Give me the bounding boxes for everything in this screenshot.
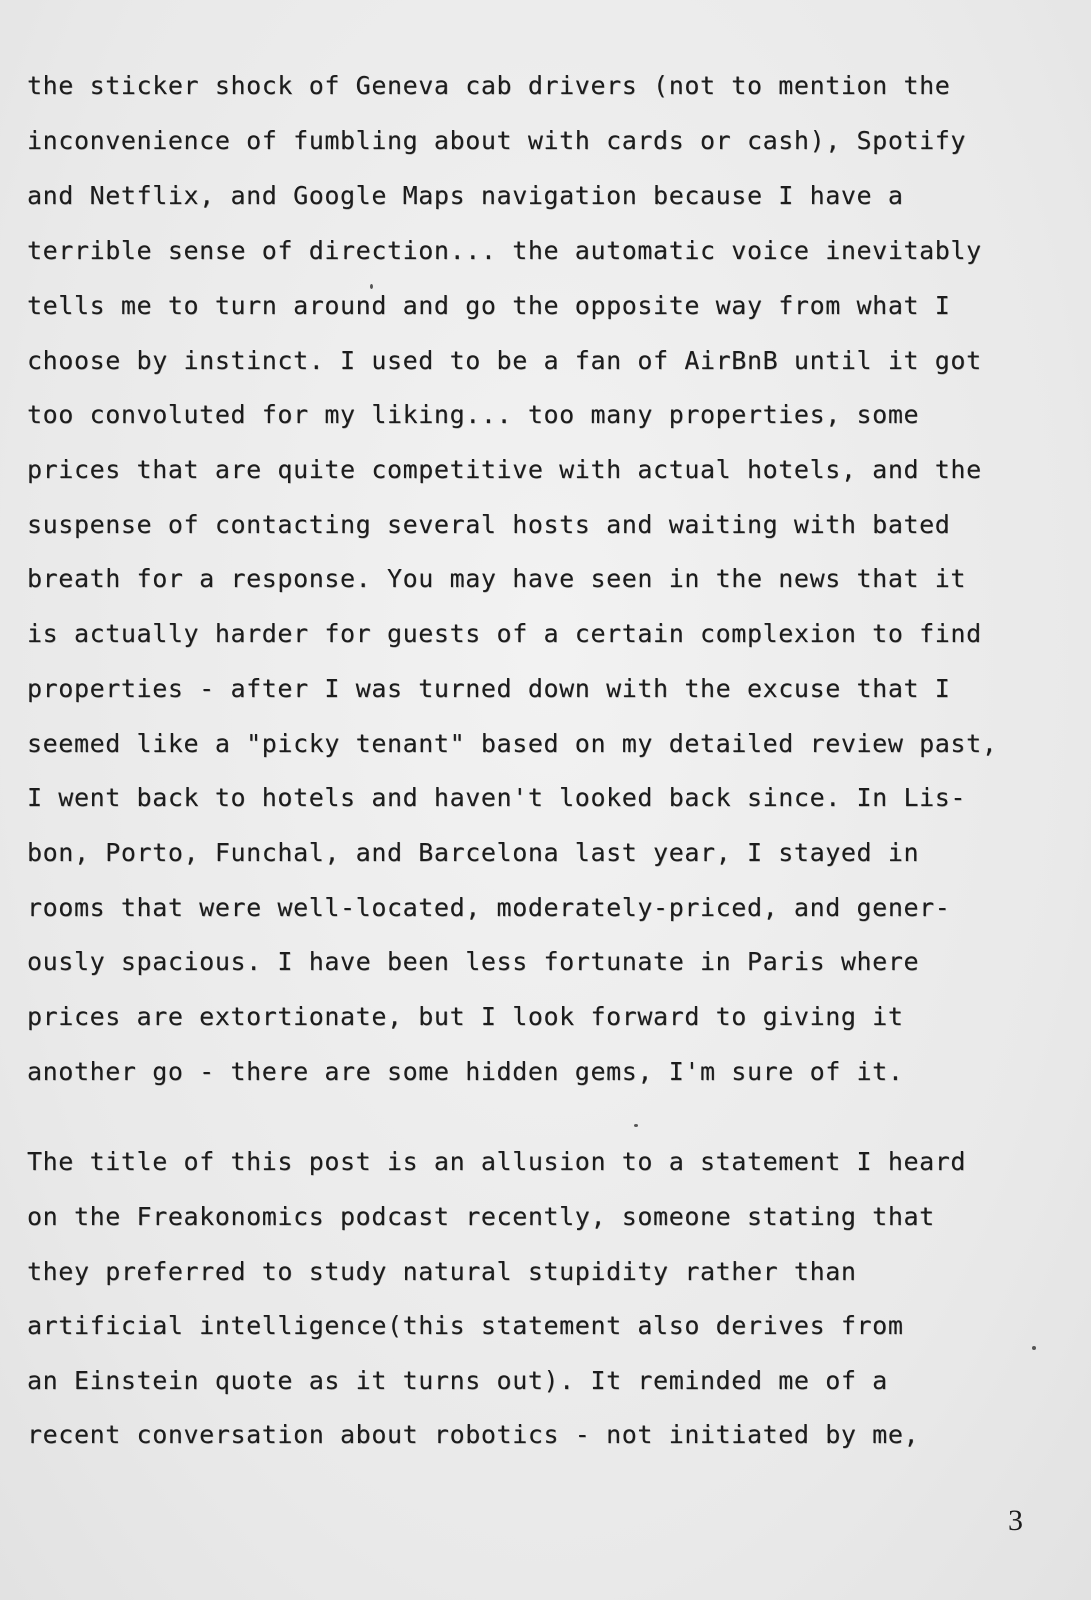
text-line: inconvenience of fumbling about with cards or cash), Spotify xyxy=(27,126,967,155)
text-line: prices are extortionate, but I look forward to giving it xyxy=(27,1002,904,1031)
text-line: prices that are quite competitive with actual hotels, and the xyxy=(27,455,982,484)
text-line: an Einstein quote as it turns out). It reminded me of a xyxy=(27,1366,888,1395)
text-line: rooms that were well-located, moderately-priced, and gener- xyxy=(27,893,951,922)
text-line: ously spacious. I have been less fortunate in Paris where xyxy=(27,947,920,976)
text-line: terrible sense of direction... the automatic voice inevitably xyxy=(27,236,982,265)
text-line: is actually harder for guests of a certain complexion to find xyxy=(27,619,982,648)
text-line: properties - after I was turned down with the excuse that I xyxy=(27,674,951,703)
text-line: artificial intelligence(this statement also derives from xyxy=(27,1311,904,1340)
text-line: another go - there are some hidden gems, I'm sure of it. xyxy=(27,1057,904,1086)
ink-speck xyxy=(1032,1346,1036,1350)
text-line: breath for a response. You may have seen in the news that it xyxy=(27,564,967,593)
text-line: I went back to hotels and haven't looked back since. In Lis- xyxy=(27,783,967,812)
text-line: they preferred to study natural stupidity rather than xyxy=(27,1257,857,1286)
text-line: on the Freakonomics podcast recently, someone stating that xyxy=(27,1202,935,1231)
ink-speck xyxy=(634,1124,638,1127)
text-line: seemed like a "picky tenant" based on my detailed review past, xyxy=(27,729,998,758)
ink-speck xyxy=(370,284,373,289)
text-line: and Netflix, and Google Maps navigation because I have a xyxy=(27,181,904,210)
text-line: choose by instinct. I used to be a fan of AirBnB until it got xyxy=(27,346,982,375)
text-line: bon, Porto, Funchal, and Barcelona last year, I stayed in xyxy=(27,838,920,867)
text-line: the sticker shock of Geneva cab drivers (not to mention the xyxy=(27,71,951,100)
text-line: recent conversation about robotics - not initiated by me, xyxy=(27,1420,920,1449)
text-line: tells me to turn around and go the opposite way from what I xyxy=(27,291,951,320)
page-number: 3 xyxy=(1008,1504,1023,1537)
text-line: too convoluted for my liking... too many properties, some xyxy=(27,400,920,429)
text-line: The title of this post is an allusion to a statement I heard xyxy=(27,1147,967,1176)
text-line: suspense of contacting several hosts and waiting with bated xyxy=(27,510,951,539)
